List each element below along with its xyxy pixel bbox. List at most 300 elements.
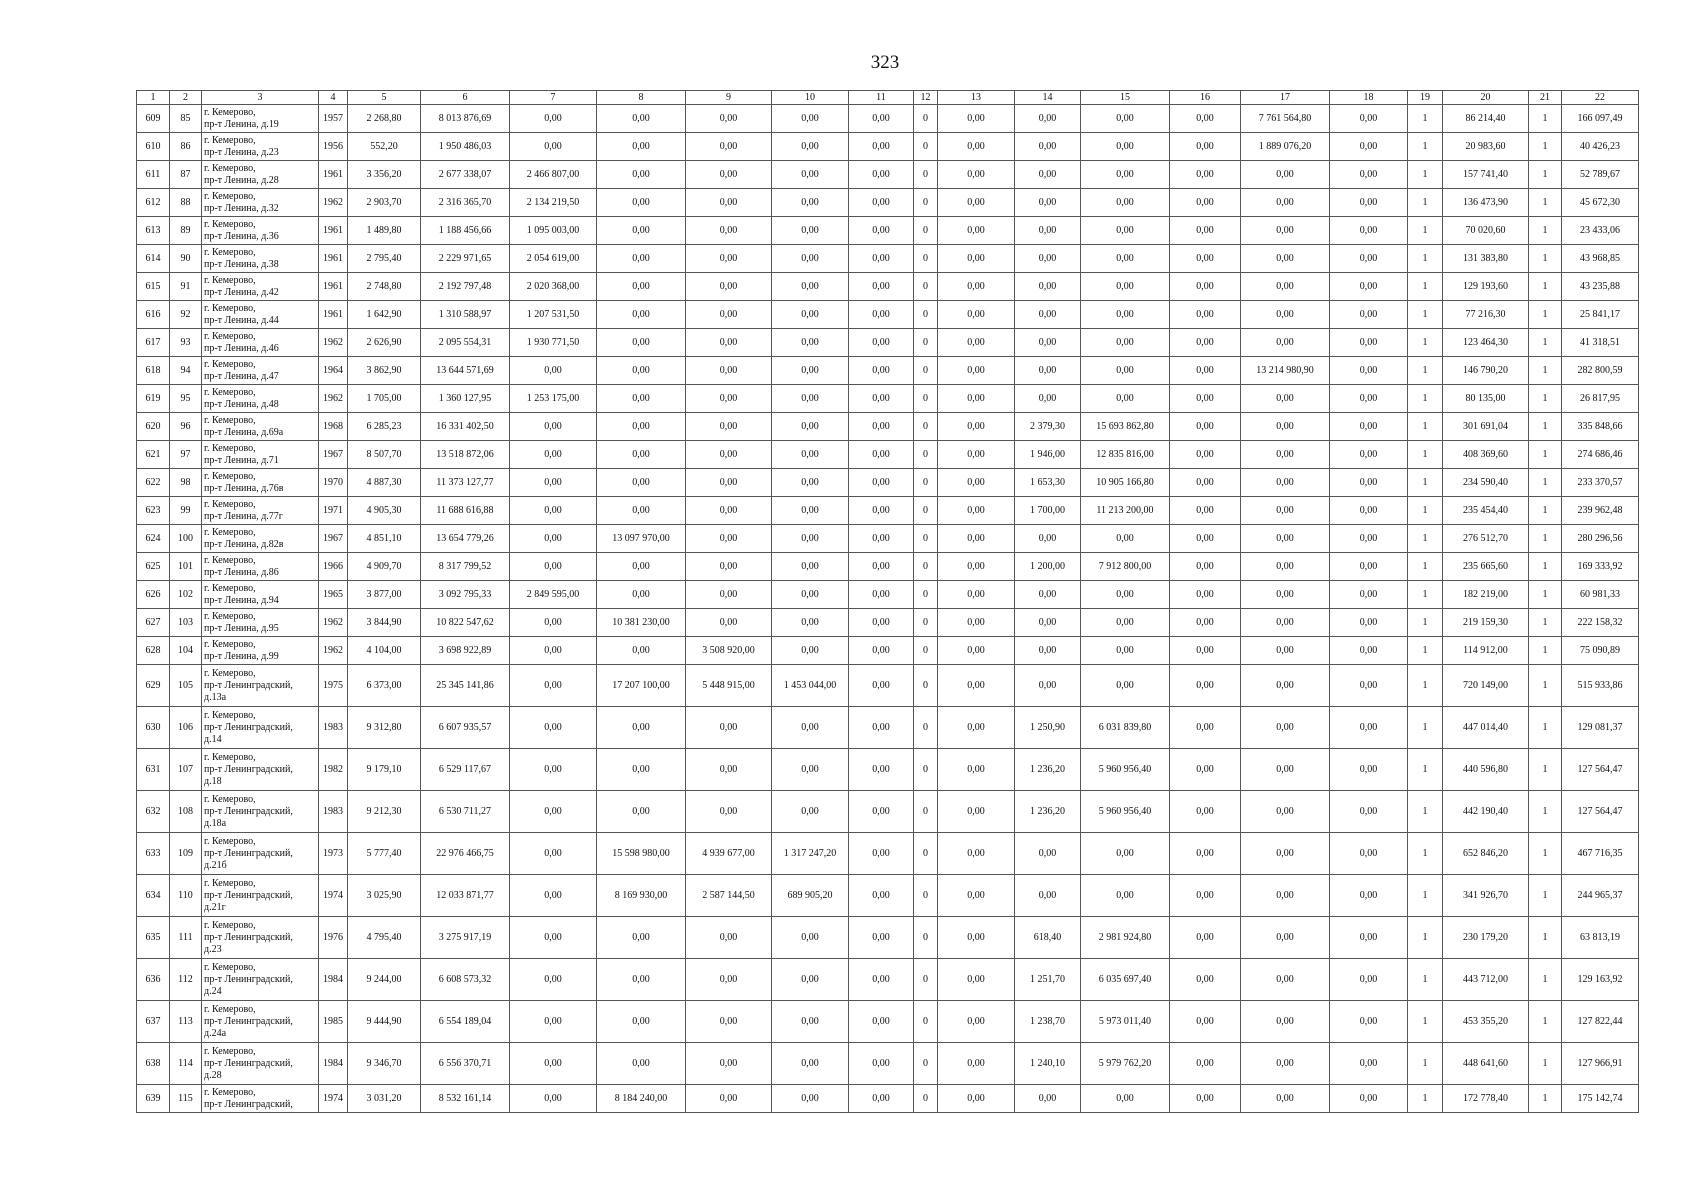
cell-col-19: 1	[1408, 637, 1443, 665]
cell-col-21: 1	[1529, 1043, 1562, 1085]
cell-col-11: 0,00	[849, 301, 914, 329]
cell-col-11: 0,00	[849, 189, 914, 217]
cell-col-14: 1 700,00	[1015, 497, 1081, 525]
cell-col-14: 0,00	[1015, 357, 1081, 385]
cell-col-2: 96	[170, 413, 202, 441]
address-line: пр-т Ленина, д.23	[204, 146, 279, 158]
cell-col-21: 1	[1529, 609, 1562, 637]
cell-col-19: 1	[1408, 301, 1443, 329]
cell-col-10: 0,00	[772, 917, 849, 959]
table-row	[137, 357, 1639, 385]
cell-col-1: 621	[137, 441, 170, 469]
cell-col-20: 408 369,60	[1443, 441, 1529, 469]
cell-col-20: 720 149,00	[1443, 665, 1529, 707]
cell-col-14: 1 240,10	[1015, 1043, 1081, 1085]
cell-col-22: 244 965,37	[1562, 875, 1639, 917]
cell-col-22: 127 822,44	[1562, 1001, 1639, 1043]
cell-col-1: 609	[137, 105, 170, 133]
cell-col-9: 0,00	[686, 707, 772, 749]
column-header-18: 18	[1330, 91, 1408, 105]
table-row	[137, 1085, 1639, 1113]
cell-col-5: 4 851,10	[348, 525, 421, 553]
cell-col-22: 45 672,30	[1562, 189, 1639, 217]
cell-col-18: 0,00	[1330, 413, 1408, 441]
cell-col-14: 0,00	[1015, 217, 1081, 245]
cell-col-17: 0,00	[1241, 301, 1330, 329]
housing-table-container	[136, 90, 1632, 1113]
cell-col-9: 0,00	[686, 133, 772, 161]
cell-col-11: 0,00	[849, 553, 914, 581]
cell-col-13: 0,00	[938, 553, 1015, 581]
cell-col-10: 0,00	[772, 637, 849, 665]
cell-col-2: 104	[170, 637, 202, 665]
cell-col-11: 0,00	[849, 791, 914, 833]
cell-col-1: 638	[137, 1043, 170, 1085]
cell-col-16: 0,00	[1170, 525, 1241, 553]
address-line: пр-т Ленина, д.77г	[204, 510, 283, 522]
column-header-13: 13	[938, 91, 1015, 105]
cell-col-14: 0,00	[1015, 833, 1081, 875]
cell-col-5: 3 844,90	[348, 609, 421, 637]
cell-col-21: 1	[1529, 273, 1562, 301]
cell-col-9: 0,00	[686, 497, 772, 525]
table-row	[137, 441, 1639, 469]
table-row	[137, 665, 1639, 707]
cell-col-11: 0,00	[849, 133, 914, 161]
cell-col-13: 0,00	[938, 637, 1015, 665]
cell-col-12: 0	[914, 959, 938, 1001]
cell-col-16: 0,00	[1170, 413, 1241, 441]
cell-col-5: 3 862,90	[348, 357, 421, 385]
cell-col-14: 0,00	[1015, 1085, 1081, 1113]
cell-col-4: 1962	[319, 189, 348, 217]
cell-col-18: 0,00	[1330, 917, 1408, 959]
cell-col-7: 0,00	[510, 553, 597, 581]
address-line: пр-т Ленинградский,	[204, 1015, 293, 1027]
cell-col-6: 2 316 365,70	[421, 189, 510, 217]
cell-col-4: 1961	[319, 245, 348, 273]
cell-col-18: 0,00	[1330, 959, 1408, 1001]
cell-col-22: 52 789,67	[1562, 161, 1639, 189]
cell-col-13: 0,00	[938, 273, 1015, 301]
cell-col-7: 0,00	[510, 875, 597, 917]
cell-col-7: 2 466 807,00	[510, 161, 597, 189]
address-line: д.28	[204, 1069, 222, 1081]
cell-col-13: 0,00	[938, 1085, 1015, 1113]
cell-col-13: 0,00	[938, 161, 1015, 189]
cell-col-19: 1	[1408, 497, 1443, 525]
cell-col-11: 0,00	[849, 105, 914, 133]
address-line: пр-т Ленинградский,	[204, 763, 293, 775]
column-header-12: 12	[914, 91, 938, 105]
cell-col-13: 0,00	[938, 581, 1015, 609]
address-line: д.18	[204, 775, 222, 787]
cell-col-14: 2 379,30	[1015, 413, 1081, 441]
cell-col-16: 0,00	[1170, 553, 1241, 581]
cell-col-8: 0,00	[597, 161, 686, 189]
cell-col-4: 1982	[319, 749, 348, 791]
cell-col-19: 1	[1408, 161, 1443, 189]
table-row	[137, 707, 1639, 749]
cell-col-8: 0,00	[597, 791, 686, 833]
cell-col-19: 1	[1408, 441, 1443, 469]
cell-col-8: 8 184 240,00	[597, 1085, 686, 1113]
cell-col-1: 612	[137, 189, 170, 217]
cell-col-1: 626	[137, 581, 170, 609]
table-row	[137, 959, 1639, 1001]
cell-col-1: 630	[137, 707, 170, 749]
cell-col-16: 0,00	[1170, 301, 1241, 329]
cell-col-17: 0,00	[1241, 791, 1330, 833]
cell-col-2: 109	[170, 833, 202, 875]
cell-col-18: 0,00	[1330, 217, 1408, 245]
cell-col-14: 0,00	[1015, 301, 1081, 329]
cell-col-5: 3 356,20	[348, 161, 421, 189]
cell-col-21: 1	[1529, 525, 1562, 553]
cell-col-10: 0,00	[772, 469, 849, 497]
cell-col-8: 0,00	[597, 749, 686, 791]
cell-col-14: 0,00	[1015, 665, 1081, 707]
address-cell	[202, 707, 319, 749]
cell-col-10: 0,00	[772, 1043, 849, 1085]
cell-col-1: 634	[137, 875, 170, 917]
cell-col-6: 3 275 917,19	[421, 917, 510, 959]
cell-col-17: 0,00	[1241, 1043, 1330, 1085]
address-line: г. Кемерово,	[204, 526, 256, 538]
cell-col-9: 0,00	[686, 1085, 772, 1113]
cell-col-17: 0,00	[1241, 329, 1330, 357]
address-cell	[202, 273, 319, 301]
cell-col-1: 639	[137, 1085, 170, 1113]
cell-col-2: 91	[170, 273, 202, 301]
cell-col-17: 0,00	[1241, 245, 1330, 273]
cell-col-15: 0,00	[1081, 245, 1170, 273]
cell-col-17: 0,00	[1241, 189, 1330, 217]
cell-col-20: 182 219,00	[1443, 581, 1529, 609]
cell-col-17: 0,00	[1241, 385, 1330, 413]
cell-col-20: 453 355,20	[1443, 1001, 1529, 1043]
cell-col-16: 0,00	[1170, 161, 1241, 189]
cell-col-8: 8 169 930,00	[597, 875, 686, 917]
address-cell	[202, 833, 319, 875]
address-line: г. Кемерово,	[204, 1003, 256, 1015]
cell-col-13: 0,00	[938, 707, 1015, 749]
cell-col-20: 443 712,00	[1443, 959, 1529, 1001]
table-row	[137, 609, 1639, 637]
cell-col-7: 2 054 619,00	[510, 245, 597, 273]
cell-col-14: 0,00	[1015, 581, 1081, 609]
address-cell	[202, 413, 319, 441]
cell-col-5: 4 909,70	[348, 553, 421, 581]
cell-col-15: 0,00	[1081, 1085, 1170, 1113]
table-row	[137, 413, 1639, 441]
cell-col-10: 689 905,20	[772, 875, 849, 917]
cell-col-21: 1	[1529, 833, 1562, 875]
cell-col-14: 0,00	[1015, 385, 1081, 413]
cell-col-6: 1 360 127,95	[421, 385, 510, 413]
cell-col-2: 110	[170, 875, 202, 917]
address-cell	[202, 161, 319, 189]
cell-col-5: 552,20	[348, 133, 421, 161]
address-line: г. Кемерово,	[204, 274, 256, 286]
cell-col-13: 0,00	[938, 245, 1015, 273]
cell-col-5: 2 268,80	[348, 105, 421, 133]
cell-col-13: 0,00	[938, 469, 1015, 497]
cell-col-8: 0,00	[597, 413, 686, 441]
cell-col-4: 1962	[319, 385, 348, 413]
cell-col-11: 0,00	[849, 385, 914, 413]
cell-col-18: 0,00	[1330, 581, 1408, 609]
cell-col-16: 0,00	[1170, 1043, 1241, 1085]
cell-col-6: 2 095 554,31	[421, 329, 510, 357]
address-line: г. Кемерово,	[204, 610, 256, 622]
cell-col-6: 16 331 402,50	[421, 413, 510, 441]
cell-col-12: 0	[914, 525, 938, 553]
cell-col-14: 1 236,20	[1015, 749, 1081, 791]
cell-col-1: 631	[137, 749, 170, 791]
cell-col-4: 1984	[319, 959, 348, 1001]
table-row	[137, 217, 1639, 245]
cell-col-20: 219 159,30	[1443, 609, 1529, 637]
cell-col-4: 1976	[319, 917, 348, 959]
cell-col-22: 222 158,32	[1562, 609, 1639, 637]
cell-col-19: 1	[1408, 273, 1443, 301]
cell-col-14: 0,00	[1015, 105, 1081, 133]
address-cell	[202, 329, 319, 357]
cell-col-20: 341 926,70	[1443, 875, 1529, 917]
table-row	[137, 245, 1639, 273]
cell-col-22: 43 968,85	[1562, 245, 1639, 273]
cell-col-20: 234 590,40	[1443, 469, 1529, 497]
cell-col-12: 0	[914, 665, 938, 707]
cell-col-19: 1	[1408, 217, 1443, 245]
address-line: пр-т Ленина, д.47	[204, 370, 279, 382]
cell-col-1: 624	[137, 525, 170, 553]
cell-col-16: 0,00	[1170, 609, 1241, 637]
cell-col-8: 0,00	[597, 1001, 686, 1043]
cell-col-8: 0,00	[597, 581, 686, 609]
cell-col-7: 1 207 531,50	[510, 301, 597, 329]
cell-col-22: 25 841,17	[1562, 301, 1639, 329]
cell-col-6: 6 529 117,67	[421, 749, 510, 791]
cell-col-4: 1983	[319, 707, 348, 749]
cell-col-7: 0,00	[510, 525, 597, 553]
cell-col-5: 6 285,23	[348, 413, 421, 441]
cell-col-7: 0,00	[510, 917, 597, 959]
cell-col-8: 0,00	[597, 273, 686, 301]
cell-col-14: 0,00	[1015, 161, 1081, 189]
cell-col-14: 0,00	[1015, 329, 1081, 357]
cell-col-5: 6 373,00	[348, 665, 421, 707]
cell-col-15: 0,00	[1081, 609, 1170, 637]
cell-col-6: 3 092 795,33	[421, 581, 510, 609]
address-line: пр-т Ленинградский,	[204, 889, 293, 901]
cell-col-13: 0,00	[938, 665, 1015, 707]
cell-col-2: 115	[170, 1085, 202, 1113]
cell-col-1: 623	[137, 497, 170, 525]
cell-col-13: 0,00	[938, 833, 1015, 875]
cell-col-14: 1 236,20	[1015, 791, 1081, 833]
cell-col-11: 0,00	[849, 959, 914, 1001]
cell-col-15: 0,00	[1081, 217, 1170, 245]
cell-col-1: 614	[137, 245, 170, 273]
cell-col-10: 1 453 044,00	[772, 665, 849, 707]
cell-col-7: 0,00	[510, 1043, 597, 1085]
cell-col-4: 1974	[319, 1085, 348, 1113]
cell-col-7: 0,00	[510, 833, 597, 875]
cell-col-10: 0,00	[772, 497, 849, 525]
cell-col-18: 0,00	[1330, 441, 1408, 469]
cell-col-16: 0,00	[1170, 875, 1241, 917]
cell-col-17: 0,00	[1241, 273, 1330, 301]
cell-col-22: 169 333,92	[1562, 553, 1639, 581]
cell-col-7: 2 849 595,00	[510, 581, 597, 609]
address-cell	[202, 581, 319, 609]
cell-col-16: 0,00	[1170, 273, 1241, 301]
cell-col-6: 2 192 797,48	[421, 273, 510, 301]
table-row	[137, 189, 1639, 217]
cell-col-12: 0	[914, 469, 938, 497]
cell-col-2: 113	[170, 1001, 202, 1043]
cell-col-16: 0,00	[1170, 959, 1241, 1001]
cell-col-16: 0,00	[1170, 329, 1241, 357]
cell-col-6: 10 822 547,62	[421, 609, 510, 637]
cell-col-9: 0,00	[686, 105, 772, 133]
cell-col-6: 6 607 935,57	[421, 707, 510, 749]
cell-col-16: 0,00	[1170, 441, 1241, 469]
cell-col-17: 0,00	[1241, 581, 1330, 609]
cell-col-7: 1 253 175,00	[510, 385, 597, 413]
cell-col-21: 1	[1529, 749, 1562, 791]
cell-col-9: 0,00	[686, 161, 772, 189]
cell-col-18: 0,00	[1330, 497, 1408, 525]
cell-col-7: 0,00	[510, 791, 597, 833]
cell-col-1: 629	[137, 665, 170, 707]
address-line: пр-т Ленина, д.48	[204, 398, 279, 410]
cell-col-12: 0	[914, 105, 938, 133]
cell-col-4: 1983	[319, 791, 348, 833]
cell-col-18: 0,00	[1330, 189, 1408, 217]
cell-col-13: 0,00	[938, 357, 1015, 385]
address-line: пр-т Ленина, д.99	[204, 650, 279, 662]
cell-col-6: 6 608 573,32	[421, 959, 510, 1001]
cell-col-14: 1 250,90	[1015, 707, 1081, 749]
column-header-19: 19	[1408, 91, 1443, 105]
cell-col-16: 0,00	[1170, 581, 1241, 609]
cell-col-8: 0,00	[597, 133, 686, 161]
cell-col-15: 5 979 762,20	[1081, 1043, 1170, 1085]
cell-col-2: 103	[170, 609, 202, 637]
cell-col-14: 0,00	[1015, 609, 1081, 637]
cell-col-13: 0,00	[938, 329, 1015, 357]
address-line: г. Кемерово,	[204, 162, 256, 174]
cell-col-18: 0,00	[1330, 875, 1408, 917]
cell-col-5: 5 777,40	[348, 833, 421, 875]
cell-col-18: 0,00	[1330, 245, 1408, 273]
cell-col-22: 335 848,66	[1562, 413, 1639, 441]
address-cell	[202, 105, 319, 133]
cell-col-5: 2 626,90	[348, 329, 421, 357]
cell-col-19: 1	[1408, 357, 1443, 385]
cell-col-2: 111	[170, 917, 202, 959]
table-row	[137, 917, 1639, 959]
cell-col-15: 0,00	[1081, 637, 1170, 665]
cell-col-21: 1	[1529, 357, 1562, 385]
cell-col-10: 0,00	[772, 581, 849, 609]
address-line: пр-т Ленина, д.46	[204, 342, 279, 354]
cell-col-13: 0,00	[938, 385, 1015, 413]
cell-col-10: 0,00	[772, 749, 849, 791]
cell-col-15: 0,00	[1081, 329, 1170, 357]
cell-col-13: 0,00	[938, 875, 1015, 917]
cell-col-12: 0	[914, 637, 938, 665]
cell-col-11: 0,00	[849, 637, 914, 665]
cell-col-11: 0,00	[849, 273, 914, 301]
cell-col-21: 1	[1529, 581, 1562, 609]
cell-col-16: 0,00	[1170, 497, 1241, 525]
cell-col-9: 0,00	[686, 581, 772, 609]
housing-table	[136, 90, 1639, 1113]
cell-col-20: 442 190,40	[1443, 791, 1529, 833]
cell-col-17: 0,00	[1241, 497, 1330, 525]
cell-col-1: 620	[137, 413, 170, 441]
cell-col-14: 0,00	[1015, 189, 1081, 217]
cell-col-11: 0,00	[849, 1085, 914, 1113]
cell-col-19: 1	[1408, 1001, 1443, 1043]
cell-col-22: 43 235,88	[1562, 273, 1639, 301]
address-line: пр-т Ленинградский,	[204, 805, 293, 817]
column-header-22: 22	[1562, 91, 1639, 105]
cell-col-2: 106	[170, 707, 202, 749]
column-header-7: 7	[510, 91, 597, 105]
cell-col-5: 9 312,80	[348, 707, 421, 749]
address-line: г. Кемерово,	[204, 246, 256, 258]
cell-col-20: 136 473,90	[1443, 189, 1529, 217]
cell-col-21: 1	[1529, 791, 1562, 833]
cell-col-16: 0,00	[1170, 833, 1241, 875]
cell-col-15: 0,00	[1081, 665, 1170, 707]
cell-col-18: 0,00	[1330, 791, 1408, 833]
cell-col-8: 0,00	[597, 707, 686, 749]
cell-col-12: 0	[914, 581, 938, 609]
cell-col-21: 1	[1529, 1001, 1562, 1043]
address-line: г. Кемерово,	[204, 961, 256, 973]
cell-col-17: 0,00	[1241, 441, 1330, 469]
address-line: г. Кемерово,	[204, 386, 256, 398]
cell-col-20: 230 179,20	[1443, 917, 1529, 959]
cell-col-15: 5 960 956,40	[1081, 791, 1170, 833]
address-cell	[202, 665, 319, 707]
address-line: г. Кемерово,	[204, 442, 256, 454]
cell-col-6: 6 530 711,27	[421, 791, 510, 833]
cell-col-19: 1	[1408, 469, 1443, 497]
cell-col-22: 239 962,48	[1562, 497, 1639, 525]
cell-col-13: 0,00	[938, 917, 1015, 959]
cell-col-19: 1	[1408, 413, 1443, 441]
table-row	[137, 161, 1639, 189]
cell-col-2: 97	[170, 441, 202, 469]
cell-col-7: 0,00	[510, 637, 597, 665]
cell-col-11: 0,00	[849, 875, 914, 917]
cell-col-22: 175 142,74	[1562, 1085, 1639, 1113]
cell-col-4: 1961	[319, 217, 348, 245]
cell-col-19: 1	[1408, 749, 1443, 791]
cell-col-13: 0,00	[938, 105, 1015, 133]
cell-col-14: 1 653,30	[1015, 469, 1081, 497]
cell-col-4: 1967	[319, 441, 348, 469]
cell-col-9: 0,00	[686, 469, 772, 497]
cell-col-12: 0	[914, 1085, 938, 1113]
